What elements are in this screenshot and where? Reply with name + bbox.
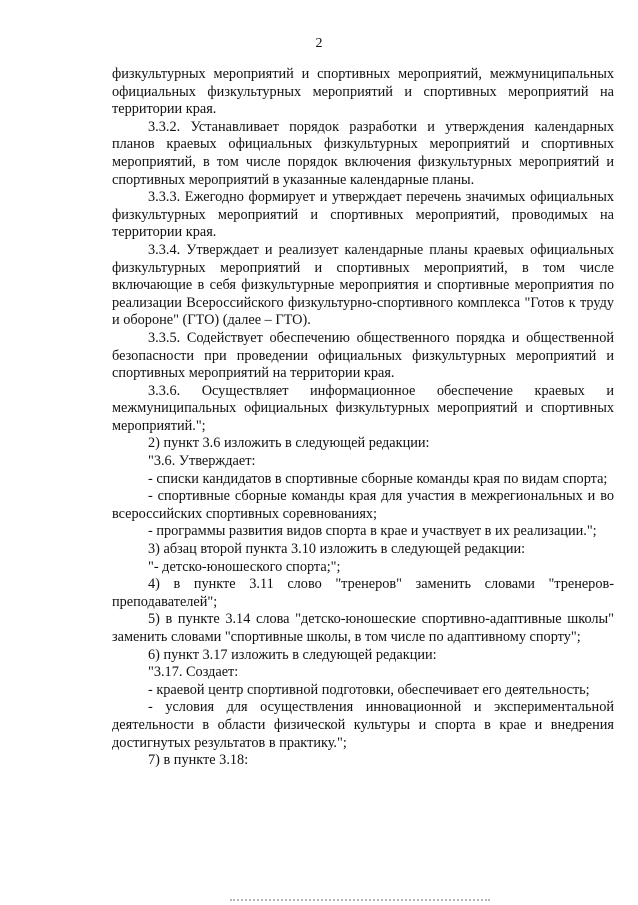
- paragraph: "3.17. Создает:: [148, 664, 239, 681]
- paragraph: - краевой центр спортивной подготовки, обеспечивает его деятельность;: [148, 681, 590, 698]
- paragraph: - условия для осуществления инновационной и экспериментальной деятельности в области физической культуры и спорта в крае и внедрения достигнутых результатов в практику.";: [112, 699, 614, 751]
- paragraph: 3) абзац второй пункта 3.10 изложить в следующей редакции:: [148, 541, 526, 558]
- paragraph: 2) пункт 3.6 изложить в следующей редакции:: [148, 435, 430, 452]
- paragraph: 3.3.4. Утверждает и реализует календарные планы краевых официальных физкультурных мероприятий и спортивных мероприятий, в том числе включающие в себя физкультурные мероприятия и спортивные мероприятия по реализации Всероссийского физкультурно-спортивного комплекса "Готов к труду и обороне" (ГТО) (далее – ГТО).: [112, 241, 614, 329]
- paragraph: 3.3.2. Устанавливает порядок разработки и утверждения календарных планов краевых официальных физкультурных мероприятий и спортивных мероприятий, в том числе порядок включения физкультурных мероприятий и спортивных мероприятий в указанные календарные планы.: [112, 118, 614, 188]
- document-body: [112, 66, 614, 770]
- paragraph: 3.3.5. Содействует обеспечению общественного порядка и общественной безопасности при проведении официальных физкультурных мероприятий и спортивных мероприятий на территории края.: [112, 329, 614, 382]
- page-number: 2: [315, 36, 323, 51]
- paragraph: - программы развития видов спорта в крае и участвует в их реализации.";: [148, 523, 597, 540]
- paragraph: 4) в пункте 3.11 слово "тренеров" заменить словами "тренеров-преподавателей";: [112, 576, 614, 610]
- paragraph: 6) пункт 3.17 изложить в следующей редакции:: [148, 646, 437, 663]
- paragraph: 3.3.6. Осуществляет информационное обеспечение краевых и межмуниципальных официальных физкультурных мероприятий и спортивных мероприятий.";: [112, 382, 614, 434]
- paragraph: физкультурных мероприятий и спортивных мероприятий, межмуниципальных официальных физкультурных мероприятий и спортивных мероприятий на территории края.: [112, 66, 614, 118]
- paragraph: - списки кандидатов в спортивные сборные команды края по видам спорта;: [148, 470, 608, 487]
- paragraph: "- детско-юношеского спорта;";: [148, 558, 341, 575]
- scan-artifact: [230, 896, 490, 901]
- paragraph: 7) в пункте 3.18:: [148, 752, 249, 769]
- paragraph: 5) в пункте 3.14 слова "детско-юношеские спортивно-адаптивные школы" заменить словами "спортивные школы, в том числе по адаптивному спорту";: [112, 611, 614, 645]
- paragraph: 3.3.3. Ежегодно формирует и утверждает перечень значимых официальных физкультурных мероприятий и спортивных мероприятий, проводимых на территории края.: [112, 189, 614, 241]
- paragraph: - спортивные сборные команды края для участия в межрегиональных и во всероссийских спортивных соревнованиях;: [112, 488, 614, 522]
- paragraph: "3.6. Утверждает:: [148, 453, 256, 470]
